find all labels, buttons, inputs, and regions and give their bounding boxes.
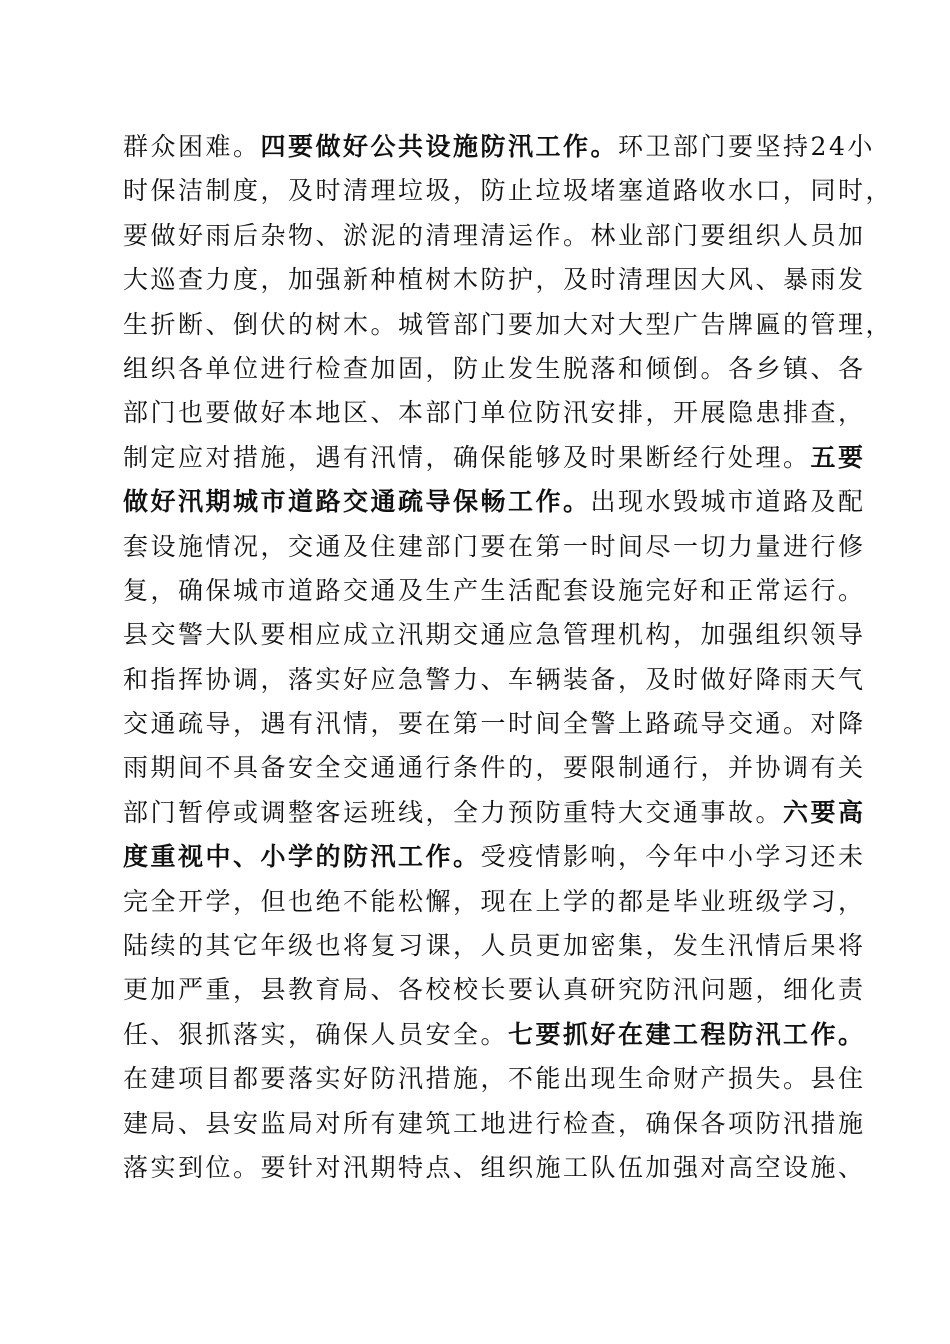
text-line [123, 1013, 866, 1057]
text-line [123, 791, 866, 835]
text-segment: 生折断、倒伏的树木。城管部门要加大对大型广告牌匾的管理， [123, 309, 894, 339]
text-segment: 时保洁制度，及时清理垃圾，防止垃圾堵塞道路收水口，同时， [123, 176, 894, 206]
text-line [123, 525, 866, 569]
bold-heading-segment: 七要抓好在建工程防汛工作。 [508, 1019, 866, 1049]
text-line [123, 436, 866, 480]
bold-heading-segment: 四要做好公共设施防汛工作。 [260, 132, 619, 161]
text-segment: 交通疏导，遇有汛情，要在第一时间全警上路疏导交通。对降 [123, 709, 866, 739]
text-segment: 县交警大队要相应成立汛期交通应急管理机构，加强组织领导 [123, 620, 866, 650]
text-segment: 受疫情影响，今年中小学习还未 [480, 842, 866, 872]
text-segment: 和指挥协调，落实好应急警力、车辆装备，及时做好降雨天气 [123, 664, 866, 694]
text-line [123, 613, 866, 657]
text-segment: 在建项目都要落实好防汛措施，不能出现生命财产损失。县住 [123, 1064, 866, 1094]
text-segment: 建局、县安监局对所有建筑工地进行检查，确保各项防汛措施 [123, 1108, 866, 1138]
text-segment: 雨期间不具备安全交通通行条件的，要限制通行，并协调有关 [123, 753, 866, 783]
text-line [123, 125, 875, 169]
text-line [123, 1057, 866, 1101]
bold-heading-segment: 六要高 [783, 797, 866, 827]
text-segment: 落实到位。要针对汛期特点、组织施工队伍加强对高空设施、 [123, 1152, 866, 1182]
text-line [123, 214, 866, 258]
text-segment: 陆续的其它年级也将复习课，人员更加密集，发生汛情后果将 [123, 931, 866, 961]
text-line [123, 480, 866, 524]
text-segment: 复，确保城市道路交通及生产生活配套设施完好和正常运行。 [123, 575, 866, 605]
text-line [123, 702, 866, 746]
text-segment: 环卫部门要坚持24小 [618, 132, 875, 161]
text-line [123, 391, 866, 435]
text-segment: 任、狠抓落实，确保人员安全。 [123, 1019, 509, 1049]
text-line [123, 258, 866, 302]
body-paragraph [123, 125, 894, 1190]
text-line [123, 658, 866, 702]
text-line [123, 569, 866, 613]
text-line [123, 1102, 866, 1146]
bold-heading-segment: 做好汛期城市道路交通疏导保畅工作。 [123, 487, 591, 517]
text-line [123, 880, 866, 924]
text-segment: 完全开学，但也绝不能松懈，现在上学的都是毕业班级学习， [123, 886, 866, 916]
text-segment: 制定应对措施，遇有汛情，确保能够及时果断经行处理。 [123, 442, 811, 472]
text-segment: 要做好雨后杂物、淤泥的清理清运作。林业部门要组织人员加 [123, 220, 866, 250]
text-segment: 组织各单位进行检查加固，防止发生脱落和倾倒。各乡镇、各 [123, 353, 866, 383]
text-line [123, 303, 894, 347]
text-line [123, 924, 866, 968]
text-line [123, 968, 866, 1012]
text-segment: 大巡查力度，加强新种植树木防护，及时清理因大风、暴雨发 [123, 265, 866, 295]
bold-heading-segment: 五要 [810, 442, 866, 472]
text-segment: 更加严重，县教育局、各校校长要认真研究防汛问题，细化责 [123, 975, 866, 1005]
text-line [123, 746, 866, 790]
text-line [123, 169, 894, 213]
text-segment: 部门也要做好本地区、本部门单位防汛安排，开展隐患排查， [123, 398, 866, 428]
bold-heading-segment: 度重视中、小学的防汛工作。 [123, 842, 481, 872]
text-segment: 部门暂停或调整客运班线，全力预防重特大交通事故。 [123, 797, 784, 827]
text-segment: 套设施情况，交通及住建部门要在第一时间尽一切力量进行修 [123, 531, 866, 561]
text-line [123, 347, 866, 391]
text-segment: 出现水毁城市道路及配 [590, 487, 866, 517]
text-segment: 群众困难。 [123, 132, 261, 161]
text-line [123, 1146, 866, 1190]
text-line [123, 835, 866, 879]
